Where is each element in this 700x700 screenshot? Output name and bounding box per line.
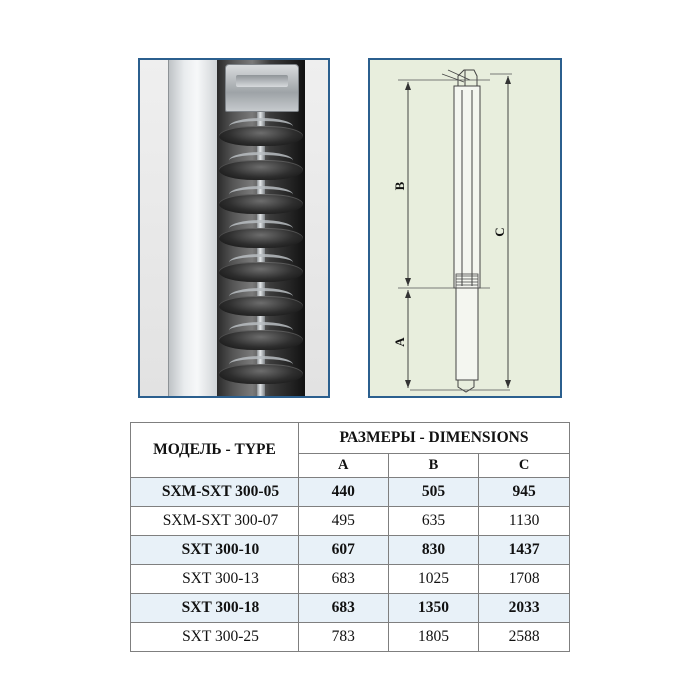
diffuser-ring <box>229 288 293 305</box>
cell-c: 945 <box>479 478 570 507</box>
cell-model: SXT 300-13 <box>131 565 299 594</box>
pump-shaft <box>257 104 265 398</box>
cell-c: 1708 <box>479 565 570 594</box>
header-model: МОДЕЛЬ - TYPE <box>131 423 299 478</box>
table-row <box>131 594 570 623</box>
cell-c: 2588 <box>479 623 570 652</box>
dimension-drawing <box>368 58 562 398</box>
cell-model: SXT 300-25 <box>131 623 299 652</box>
cell-model: SXM-SXT 300-05 <box>131 478 299 507</box>
cell-a: 440 <box>298 478 388 507</box>
dimension-label-a: A <box>392 337 407 347</box>
table-row <box>131 565 570 594</box>
cell-b: 635 <box>388 507 479 536</box>
header-a: A <box>298 454 388 478</box>
table-row <box>131 623 570 652</box>
cell-model: SXT 300-10 <box>131 536 299 565</box>
cell-b: 1025 <box>388 565 479 594</box>
diffuser-ring <box>229 186 293 203</box>
diffuser-ring <box>229 356 293 373</box>
header-b: B <box>388 454 479 478</box>
cell-a: 783 <box>298 623 388 652</box>
cell-c: 1437 <box>479 536 570 565</box>
dimension-label-b: B <box>392 181 407 191</box>
cell-b: 1805 <box>388 623 479 652</box>
pump-cutaway-photo <box>138 58 330 398</box>
diffuser-ring <box>229 118 293 135</box>
cell-b: 830 <box>388 536 479 565</box>
cell-model: SXT 300-18 <box>131 594 299 623</box>
table-row <box>131 478 570 507</box>
dimension-label-c: C <box>492 227 507 237</box>
cell-model: SXM-SXT 300-07 <box>131 507 299 536</box>
cell-a: 607 <box>298 536 388 565</box>
diffuser-ring <box>229 152 293 169</box>
header-dimensions: РАЗМЕРЫ - DIMENSIONS <box>298 423 569 454</box>
cell-a: 683 <box>298 565 388 594</box>
dimensions-table-wrapper <box>130 422 570 652</box>
pump-housing <box>168 60 298 398</box>
table-body <box>131 478 570 652</box>
cell-c: 2033 <box>479 594 570 623</box>
diffuser-ring <box>229 322 293 339</box>
table-row <box>131 507 570 536</box>
dimensions-table <box>130 422 570 652</box>
cell-b: 1350 <box>388 594 479 623</box>
pump-head-cap <box>225 64 299 112</box>
cell-a: 683 <box>298 594 388 623</box>
diffuser-ring <box>229 254 293 271</box>
diffuser-ring <box>229 220 293 237</box>
table-header-row <box>131 423 570 454</box>
table-row <box>131 536 570 565</box>
cell-b: 505 <box>388 478 479 507</box>
dimension-drawing-svg <box>370 60 560 396</box>
header-c: C <box>479 454 570 478</box>
cell-c: 1130 <box>479 507 570 536</box>
cell-a: 495 <box>298 507 388 536</box>
